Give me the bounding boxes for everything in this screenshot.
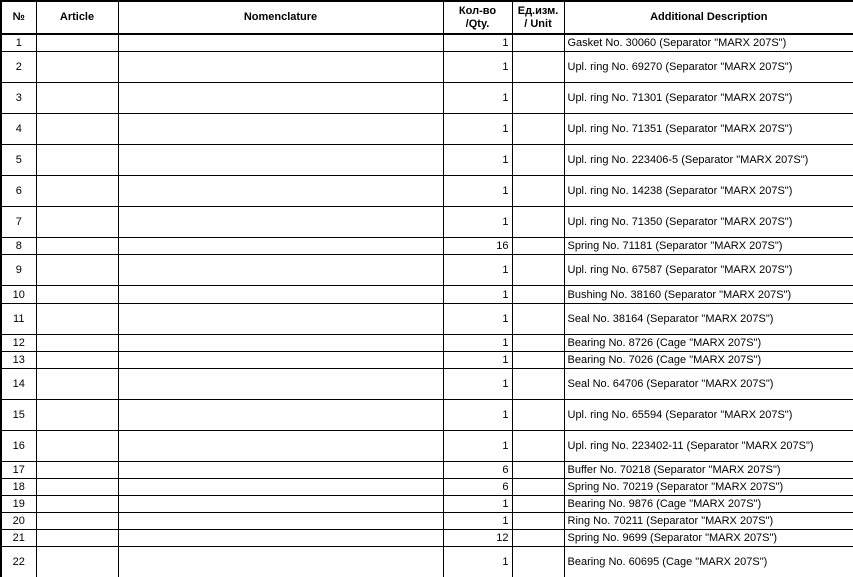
row-number-cell: 2 [1,52,36,83]
article-cell [36,286,118,304]
description-cell: Upl. ring No. 223402-11 (Separator "MARX 207S") [564,431,853,462]
row-number-cell: 21 [1,530,36,547]
qty-cell: 1 [443,207,512,238]
col-header-qty-line1: Кол-во [458,4,497,17]
row-number-cell: 18 [1,479,36,496]
unit-cell [512,286,564,304]
nomenclature-cell [118,34,443,52]
qty-cell: 1 [443,114,512,145]
unit-cell [512,304,564,335]
table-row [1,462,853,479]
description-cell: Bushing No. 38160 (Separator "MARX 207S") [564,286,853,304]
table-row [1,286,853,304]
article-cell [36,304,118,335]
description-cell: Upl. ring No. 71351 (Separator "MARX 207S") [564,114,853,145]
row-number-cell: 4 [1,114,36,145]
unit-cell [512,400,564,431]
nomenclature-cell [118,530,443,547]
row-number-cell: 20 [1,513,36,530]
nomenclature-cell [118,304,443,335]
row-number-cell: 1 [1,34,36,52]
qty-cell: 1 [443,304,512,335]
nomenclature-cell [118,176,443,207]
qty-cell: 1 [443,400,512,431]
col-header-num: № [1,1,36,34]
article-cell [36,530,118,547]
row-number-cell: 3 [1,83,36,114]
article-cell [36,34,118,52]
col-header-article: Article [36,1,118,34]
qty-cell: 1 [443,52,512,83]
article-cell [36,431,118,462]
unit-cell [512,255,564,286]
unit-cell [512,238,564,255]
article-cell [36,335,118,352]
table-row [1,335,853,352]
nomenclature-cell [118,255,443,286]
col-header-unit-line1: Ед.изм. [517,4,559,17]
col-header-qty-line2: /Qty. [465,17,490,30]
description-cell: Upl. ring No. 69270 (Separator "MARX 207S") [564,52,853,83]
table-row [1,513,853,530]
unit-cell [512,513,564,530]
nomenclature-cell [118,238,443,255]
qty-cell: 12 [443,530,512,547]
qty-cell: 1 [443,496,512,513]
qty-cell: 1 [443,34,512,52]
unit-cell [512,547,564,577]
nomenclature-cell [118,145,443,176]
unit-cell [512,52,564,83]
article-cell [36,496,118,513]
description-cell: Spring No. 70219 (Separator "MARX 207S") [564,479,853,496]
col-header-description: Additional Description [564,1,853,34]
table-row [1,238,853,255]
row-number-cell: 6 [1,176,36,207]
nomenclature-cell [118,547,443,577]
description-cell: Upl. ring No. 65594 (Separator "MARX 207S") [564,400,853,431]
article-cell [36,255,118,286]
table-row [1,34,853,52]
description-cell: Upl. ring No. 71301 (Separator "MARX 207S") [564,83,853,114]
description-cell: Buffer No. 70218 (Separator "MARX 207S") [564,462,853,479]
unit-cell [512,352,564,369]
row-number-cell: 10 [1,286,36,304]
description-cell: Upl. ring No. 14238 (Separator "MARX 207S") [564,176,853,207]
row-number-cell: 14 [1,369,36,400]
qty-cell: 6 [443,462,512,479]
description-cell: Upl. ring No. 223406-5 (Separator "MARX 207S") [564,145,853,176]
article-cell [36,114,118,145]
article-cell [36,462,118,479]
table-row [1,255,853,286]
article-cell [36,547,118,577]
nomenclature-cell [118,369,443,400]
description-cell: Seal No. 64706 (Separator "MARX 207S") [564,369,853,400]
article-cell [36,479,118,496]
row-number-cell: 22 [1,547,36,577]
qty-cell: 1 [443,83,512,114]
qty-cell: 1 [443,145,512,176]
article-cell [36,83,118,114]
article-cell [36,400,118,431]
qty-cell: 1 [443,369,512,400]
qty-cell: 1 [443,352,512,369]
row-number-cell: 13 [1,352,36,369]
qty-cell: 1 [443,431,512,462]
col-header-qty [443,1,512,34]
row-number-cell: 5 [1,145,36,176]
description-cell: Spring No. 71181 (Separator "MARX 207S") [564,238,853,255]
table-row [1,145,853,176]
article-cell [36,176,118,207]
col-header-unit [512,1,564,34]
description-cell: Upl. ring No. 71350 (Separator "MARX 207S") [564,207,853,238]
table-row [1,431,853,462]
description-cell: Bearing No. 9876 (Cage "MARX 207S") [564,496,853,513]
col-header-nomenclature: Nomenclature [118,1,443,34]
table-row [1,52,853,83]
nomenclature-cell [118,52,443,83]
row-number-cell: 17 [1,462,36,479]
table-row [1,83,853,114]
unit-cell [512,496,564,513]
table-row [1,530,853,547]
article-cell [36,145,118,176]
unit-cell [512,207,564,238]
unit-cell [512,114,564,145]
nomenclature-cell [118,286,443,304]
nomenclature-cell [118,431,443,462]
qty-cell: 1 [443,513,512,530]
unit-cell [512,369,564,400]
unit-cell [512,176,564,207]
qty-cell: 6 [443,479,512,496]
header-row [1,1,853,34]
table-row [1,400,853,431]
unit-cell [512,530,564,547]
row-number-cell: 7 [1,207,36,238]
row-number-cell: 11 [1,304,36,335]
nomenclature-cell [118,335,443,352]
article-cell [36,369,118,400]
table-row [1,207,853,238]
col-header-unit-line2: / Unit [524,17,552,30]
qty-cell: 1 [443,547,512,577]
qty-cell: 1 [443,176,512,207]
nomenclature-cell [118,513,443,530]
description-cell: Bearing No. 7026 (Cage "MARX 207S") [564,352,853,369]
row-number-cell: 12 [1,335,36,352]
description-cell: Bearing No. 60695 (Cage "MARX 207S") [564,547,853,577]
description-cell: Spring No. 9699 (Separator "MARX 207S") [564,530,853,547]
article-cell [36,513,118,530]
article-cell [36,52,118,83]
qty-cell: 1 [443,286,512,304]
nomenclature-cell [118,479,443,496]
table-row [1,114,853,145]
nomenclature-cell [118,496,443,513]
article-cell [36,238,118,255]
description-cell: Seal No. 38164 (Separator "MARX 207S") [564,304,853,335]
description-cell: Bearing No. 8726 (Cage "MARX 207S") [564,335,853,352]
unit-cell [512,479,564,496]
table-row [1,352,853,369]
nomenclature-cell [118,83,443,114]
article-cell [36,207,118,238]
description-cell: Ring No. 70211 (Separator "MARX 207S") [564,513,853,530]
table-row [1,176,853,207]
unit-cell [512,335,564,352]
qty-cell: 16 [443,238,512,255]
unit-cell [512,431,564,462]
nomenclature-cell [118,114,443,145]
qty-cell: 1 [443,335,512,352]
unit-cell [512,83,564,114]
row-number-cell: 16 [1,431,36,462]
nomenclature-cell [118,400,443,431]
article-cell [36,352,118,369]
row-number-cell: 8 [1,238,36,255]
row-number-cell: 15 [1,400,36,431]
description-cell: Upl. ring No. 67587 (Separator "MARX 207S") [564,255,853,286]
row-number-cell: 19 [1,496,36,513]
row-number-cell: 9 [1,255,36,286]
nomenclature-cell [118,207,443,238]
nomenclature-cell [118,462,443,479]
description-cell: Gasket No. 30060 (Separator "MARX 207S") [564,34,853,52]
unit-cell [512,34,564,52]
nomenclature-cell [118,352,443,369]
unit-cell [512,145,564,176]
table-row [1,479,853,496]
unit-cell [512,462,564,479]
table-row [1,369,853,400]
table-row [1,547,853,577]
qty-cell: 1 [443,255,512,286]
table-row [1,304,853,335]
table-row [1,496,853,513]
